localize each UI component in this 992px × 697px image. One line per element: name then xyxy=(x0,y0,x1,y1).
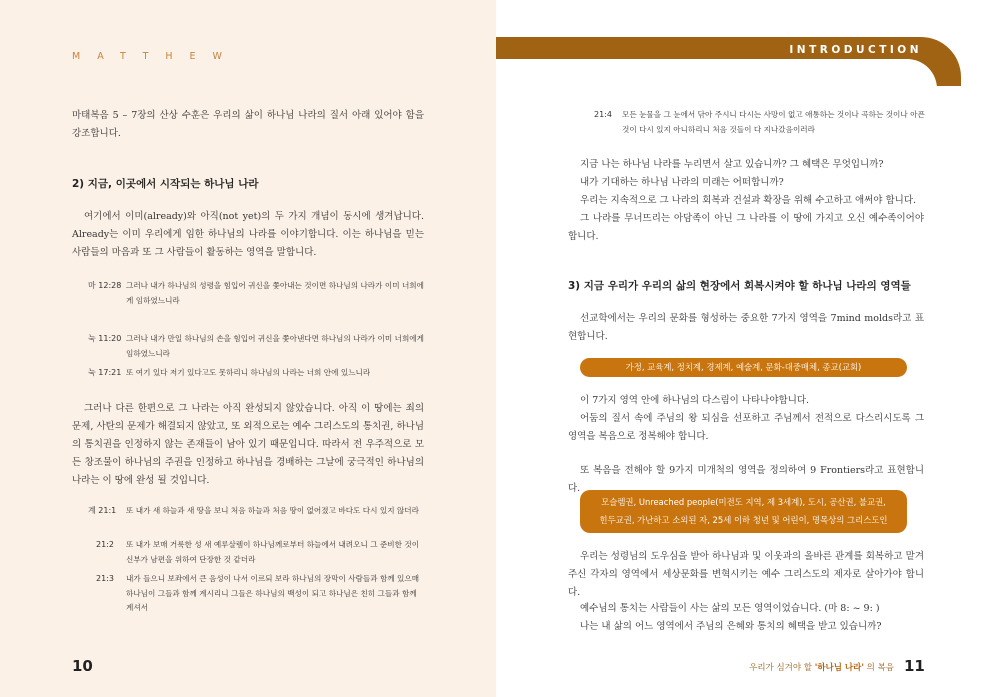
footer-right xyxy=(749,661,894,673)
question-line: 우리는 지속적으로 그 나라의 회복과 건설과 확장을 위해 수고하고 애써야 합니다. xyxy=(580,195,917,206)
verse-text: 내가 들으니 보좌에서 큰 음성이 나서 이르되 보라 하나님의 장막이 사람들과 함께 있으매 하나님이 그들과 함께 계시리니 그들은 하나님의 백성이 되고 하나님은 친히 그들과 함께 계셔서 xyxy=(126,574,420,612)
verse-text: 그러나 내가 만일 하나님의 손을 힘입어 귀신을 쫓아낸다면 하나님의 나라가 이미 너희에게 임하였느니라 xyxy=(126,334,424,358)
closing-line: 예수님의 통치는 사람들이 사는 삶의 모든 영역이었습니다. (마 8: ~ 9: ) xyxy=(580,603,880,614)
spheres-explanation xyxy=(568,392,924,446)
header-bar-cutout xyxy=(496,59,937,99)
frontiers-pill-line: 모슬렘권, Unreached people(미전도 지역, 제 3세계), 도시, 공산권, 불교권, xyxy=(601,497,886,507)
verse-ref: 계 21:1 xyxy=(88,506,117,515)
closing-line: 나는 내 삶의 어느 영역에서 주님의 은혜와 통치의 혜택을 받고 있습니까? xyxy=(580,621,882,632)
section2-heading: 2) 지금, 이곳에서 시작되는 하나님 나라 xyxy=(72,178,259,190)
verse-rev-21-4 xyxy=(594,108,926,137)
verse-text: 그러나 내가 하나님의 성령을 힘입어 귀신을 쫓아내는 것이면 하나님의 나라가 이미 너희에게 임하였느니라 xyxy=(126,281,424,305)
footer-prefix: 우리가 심겨야 할 xyxy=(749,663,813,673)
intro-paragraph: 마태복음 5 – 7장의 산상 수훈은 우리의 삶이 하나님 나라의 질서 아래 있어야 함을 강조합니다. xyxy=(72,110,424,139)
folio-left: 10 xyxy=(72,657,93,675)
closing-lines xyxy=(568,600,924,636)
question-line: 내가 기대하는 하나님 나라의 미래는 어떠합니까? xyxy=(580,177,784,188)
verse-ref: 21:2 xyxy=(96,540,114,549)
verse-rev-21-3 xyxy=(96,572,424,616)
verse-text: 모든 눈물을 그 눈에서 닦아 주시니 다시는 사망이 없고 애통하는 것이나 곡하는 것이나 아픈 것이 다시 있지 아니하리니 처음 것들이 다 지나갔음이러라 xyxy=(622,110,925,134)
verse-text: 또 여기 있다 저기 있다고도 못하리니 하나님의 나라는 너희 안에 있느니라 xyxy=(126,368,371,377)
section3-paragraph: 선교학에서는 우리의 문화를 형성하는 중요한 7가지 영역을 7mind molds라고 표현합니다. xyxy=(568,313,924,342)
verse-ref: 눅 17:21 xyxy=(88,368,122,377)
explanation-line: 어둠의 질서 속에 주님의 왕 되심을 선포하고 주님께서 전적으로 다스리시도록 그 영역을 복음으로 정복해야 합니다. xyxy=(568,413,924,442)
footer-highlight: '하나님 나라' xyxy=(814,663,864,673)
question-line: 그 나라를 무너뜨리는 아담족이 아닌 그 나라를 이 땅에 가지고 오신 예수족이어야 합니다. xyxy=(568,213,924,242)
not-yet-paragraph: 그러나 다른 한편으로 그 나라는 아직 완성되지 않았습니다. 아직 이 땅에는 죄의 문제, 사탄의 문제가 해결되지 않았고, 또 외적으로는 예수 그리스도의 통치권, 하나님의 통치권을 인정하지 않는 존재들이 남아 있기 때문입니다. 따라서 전 우주적으로 모든 창조물이 하나님의 주권을 인정하고 하나님을 경배하는 그날에 궁극적인 하나님의 나라는 이 땅에 완성 될 것입니다. xyxy=(72,403,424,486)
question-line: 지금 나는 하나님 나라를 누리면서 살고 있습니까? 그 혜택은 무엇입니까? xyxy=(580,159,884,170)
verse-text: 또 내가 보매 거룩한 성 새 예루살렘이 하나님께로부터 하늘에서 내려오니 그 준비한 것이 신부가 남편을 위하여 단장한 것 같더라 xyxy=(126,540,420,564)
section2-paragraph: 여기에서 이미(already)와 아직(not yet)의 두 가지 개념이 동시에 생겨납니다. Already는 이미 우리에게 임한 하나님의 나라를 이야기합니다. 이는 하나님을 믿는 사람들의 마음과 또 그 사람들이 활동하는 영역을 말합니다. xyxy=(72,211,424,258)
frontiers-pill-line: 힌두교권, 가난하고 소외된 자, 25세 이하 청년 및 어린이, 명목상의 그리스도인 xyxy=(599,515,888,525)
explanation-line: 이 7가지 영역 안에 하나님의 다스림이 나타나야합니다. xyxy=(580,395,810,406)
verse-rev-21-1 xyxy=(88,504,424,519)
verse-text: 또 내가 새 하늘과 새 땅을 보니 처음 하늘과 처음 땅이 없어졌고 바다도 다시 있지 않더라 xyxy=(126,506,419,515)
verse-ref: 21:3 xyxy=(96,574,114,583)
closing-paragraph: 우리는 성령님의 도우심을 받아 하나님과 및 이웃과의 올바른 관계를 회복하고 맡겨주신 각자의 영역에서 세상문화를 변혁시키는 예수 그리스도의 제자로 살아가야 합니다. xyxy=(568,551,924,598)
verse-rev-21-2 xyxy=(96,538,424,567)
running-head-left: MATTHEW xyxy=(72,51,239,62)
verse-mt-12-28 xyxy=(88,279,424,308)
frontiers-line: 또 복음을 전해야 할 9가지 미개척의 영역을 정의하여 9 Frontiers라고 표현합니다. xyxy=(568,465,924,494)
verse-ref: 마 12:28 xyxy=(88,281,122,290)
verse-ref: 눅 11:20 xyxy=(88,334,122,343)
footer-suffix: 의 복음 xyxy=(866,663,894,673)
verse-lk-17-21 xyxy=(88,366,424,381)
folio-right: 11 xyxy=(904,657,925,675)
running-head-right: INTRODUCTION xyxy=(789,44,922,56)
section3-heading: 3) 지금 우리가 우리의 삶의 현장에서 회복시켜야 할 하나님 나라의 영역들 xyxy=(568,280,911,292)
nine-frontiers-pill xyxy=(580,490,907,533)
seven-spheres-pill: 가정, 교육계, 정치계, 경제계, 예술계, 문화-대중매체, 종교(교회) xyxy=(580,358,907,377)
verse-ref: 21:4 xyxy=(594,110,612,119)
reflection-questions xyxy=(568,156,924,246)
verse-lk-11-20 xyxy=(88,332,424,361)
